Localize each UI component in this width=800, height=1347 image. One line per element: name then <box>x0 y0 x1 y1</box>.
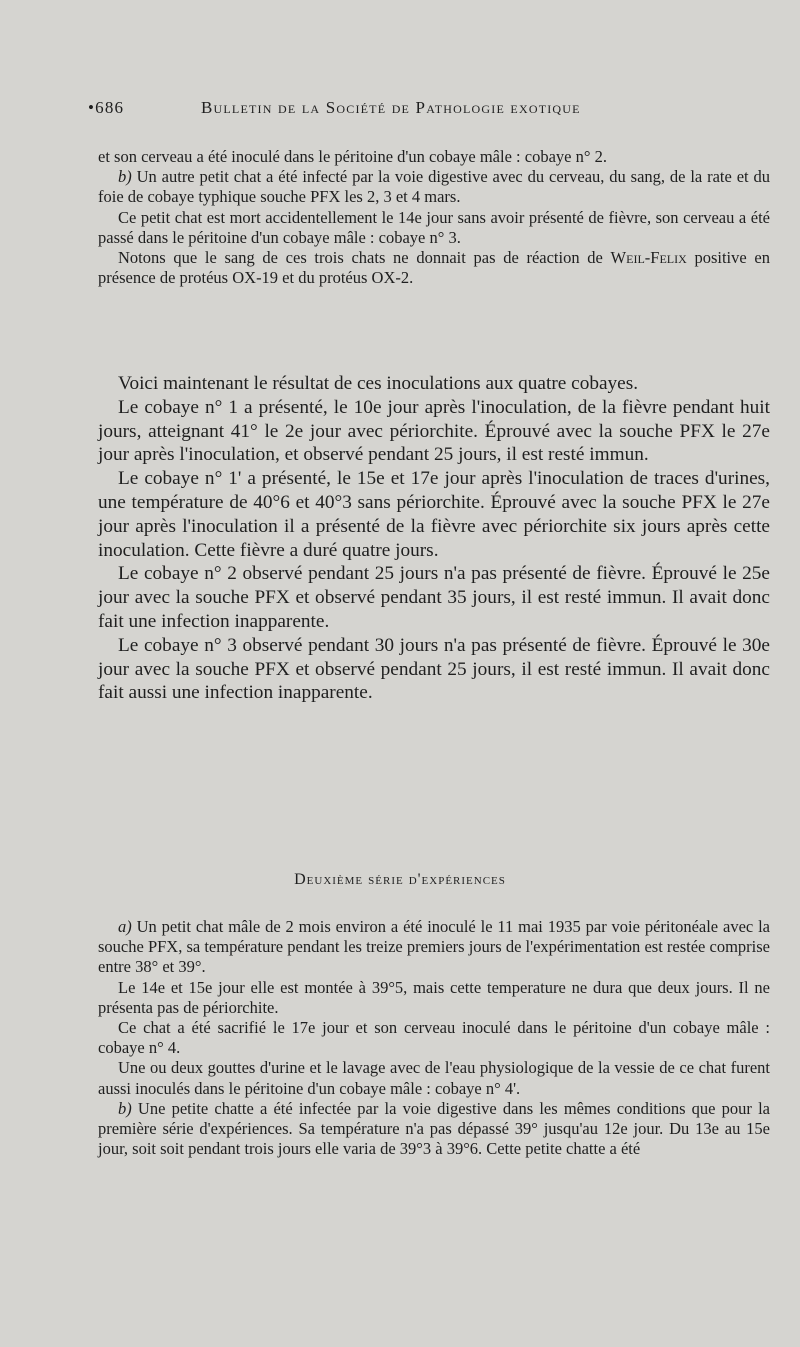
paragraph: Ce chat a été sacrifié le 17e jour et son cerveau inoculé dans le péritoine d'un cobaye mâle : cobaye n° 4. <box>98 1018 770 1058</box>
paragraph: Le 14e et 15e jour elle est montée à 39°5, mais cette temperature ne dura que deux jours. Il ne présenta pas de périorchite. <box>98 977 770 1017</box>
author-name: Weil-Felix <box>610 248 687 268</box>
paragraph-text: Notons que le sang de ces trois chats ne donnait pas de réaction de <box>118 248 611 268</box>
paragraph-text: Une petite chatte a été infectée par la voie digestive dans les mêmes conditions que pour la première série d'expériences. Sa température n'a pas dépassé 39° jusqu'au 12e jour. Du 13e au 15e jour, soit soit pendant trois jours elle varia de 39°3 à 39°6. Cette petite chatte a été <box>98 1098 770 1159</box>
item-label: b) <box>118 1098 132 1118</box>
journal-title: Bulletin de la Société de Pathologie exotique <box>201 98 581 117</box>
paragraph-text: positive en présence de protéus OX-19 et du protéus OX-2. <box>98 248 770 288</box>
paragraph: Voici maintenant le résultat de ces inoculations aux quatre cobayes. <box>118 373 639 394</box>
paragraph: Une ou deux gouttes d'urine et le lavage avec de l'eau physiologique de la vessie de ce chat furent aussi inoculés dans le péritoine d'un cobaye mâle : cobaye n° 4'. <box>98 1058 770 1098</box>
paragraph-block-2 <box>98 372 770 705</box>
paragraph <box>98 248 770 288</box>
item-label: b) <box>118 167 132 187</box>
paragraph: Le cobaye n° 2 observé pendant 25 jours n'a pas présenté de fièvre. Éprouvé le 25e jour avec la souche PFX et observé pendant 35 jours, il est resté immun. Il avait donc fait une infection inapparente. <box>98 563 770 632</box>
paragraph-text: Un petit chat mâle de 2 mois environ a été inoculé le 11 mai 1935 par voie péritonéale avec la souche PFX, sa température pendant les treize premiers jours de l'expérimentation est restée comprise entre 38° et 39°. <box>98 917 770 977</box>
paragraph: Le cobaye n° 1' a présenté, le 15e et 17e jour après l'inoculation de traces d'urines, une température de 40°6 et 40°3 sans périorchite. Éprouvé avec la souche PFX le 27e jour après l'inoculation il a présenté de la fièvre avec périorchite six jours après cette inoculation. Cette fièvre a duré quatre jours. <box>98 468 770 561</box>
paragraph: Le cobaye n° 3 observé pendant 30 jours n'a pas présenté de fièvre. Éprouvé le 30e jour avec la souche PFX et observé pendant 25 jours, il est resté immun. Il avait donc fait aussi une infection inapparente. <box>98 634 770 704</box>
item-label: a) <box>118 917 132 936</box>
section-title: Deuxième série d'expériences <box>294 871 506 888</box>
paragraph <box>98 1099 770 1160</box>
paragraph <box>98 167 770 207</box>
paragraph-block-3 <box>98 917 770 1159</box>
paragraph: et son cerveau a été inoculé dans le péritoine d'un cobaye mâle : cobaye n° 2. <box>98 147 607 166</box>
paragraph: Ce petit chat est mort accidentellement le 14e jour sans avoir présenté de fièvre, son cerveau a été passé dans le péritoine d'un cobaye mâle : cobaye n° 3. <box>98 207 770 247</box>
paragraph <box>98 917 770 978</box>
paragraph-text: Un autre petit chat a été infecté par la voie digestive avec du cerveau, du sang, de la rate et du foie de cobaye typhique souche PFX les 2, 3 et 4 mars. <box>98 167 770 207</box>
paragraph: Le cobaye n° 1 a présenté, le 10e jour après l'inoculation, de la fièvre pendant huit jours, atteignant 41° le 2e jour avec périorchite. Éprouvé avec la souche PFX le 27e jour après l'inoculation, et observé pendant 25 jours, il est resté immun. <box>98 396 770 466</box>
paragraph-block-1 <box>98 147 770 288</box>
page-number: •686 <box>88 98 125 117</box>
